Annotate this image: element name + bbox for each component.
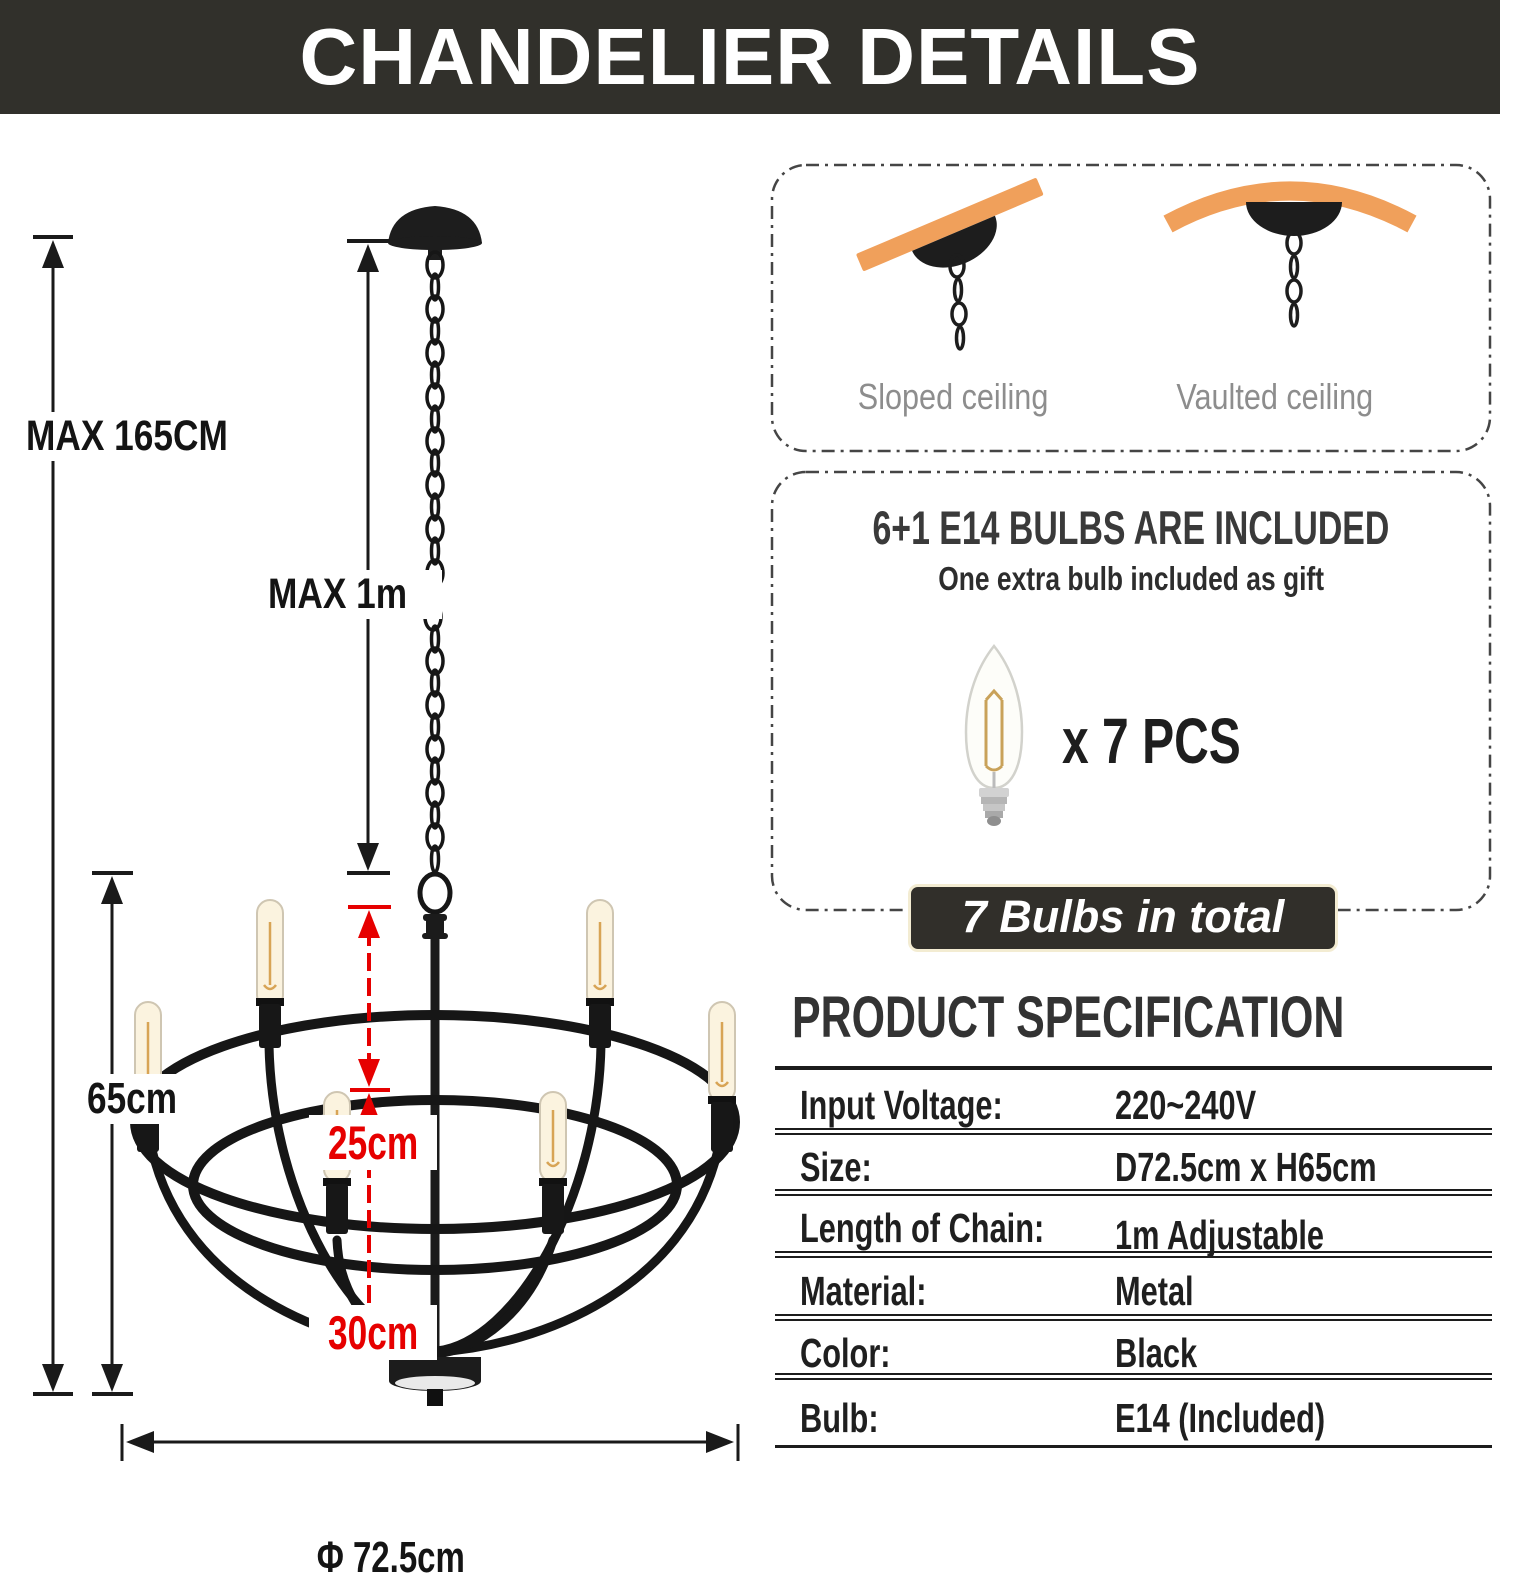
- spec-table-divider: [775, 1314, 1492, 1321]
- bottom-finial: [389, 1357, 481, 1406]
- total-bulbs-badge-text: 7 Bulbs in total: [961, 891, 1285, 942]
- spec-row-label: Bulb:: [800, 1395, 879, 1441]
- bulbs-box-title: 6+1 E14 BULBS ARE INCLUDED: [872, 501, 1390, 554]
- max-height-label: MAX 165CM: [22, 412, 276, 461]
- spec-table-bottom-rule: [775, 1445, 1492, 1448]
- e14-bulb-icon: [966, 646, 1022, 826]
- chain-length-label: MAX 1m: [264, 570, 442, 619]
- spec-row-value: Black: [1115, 1330, 1198, 1376]
- sloped-ceiling-label: Sloped ceiling: [857, 376, 1049, 417]
- spec-row-value: E14 (Included): [1115, 1395, 1326, 1441]
- spec-table-top-rule: [775, 1066, 1492, 1070]
- bulbs-box-subtitle: One extra bulb included as gift: [938, 560, 1324, 597]
- frame-dimension-label: 30cm: [309, 1305, 437, 1360]
- spec-table-divider: [775, 1128, 1492, 1135]
- bulb-quantity-label: x 7 PCS: [1062, 705, 1241, 777]
- stem-dimension-label: 25cm: [309, 1115, 437, 1170]
- spec-row-value: 1m Adjustable: [1115, 1212, 1325, 1258]
- body-height-label: 65cm: [83, 1074, 204, 1124]
- spec-row-label: Color:: [800, 1330, 891, 1376]
- spec-heading: PRODUCT SPECIFICATION: [792, 985, 1345, 1050]
- spec-row-value: 220~240V: [1115, 1082, 1257, 1128]
- vaulted-ceiling-icon: [1168, 191, 1412, 326]
- vaulted-ceiling-label: Vaulted ceiling: [1176, 376, 1374, 417]
- spec-row-label: Length of Chain:: [800, 1205, 1045, 1251]
- spec-row-label: Input Voltage:: [800, 1082, 1003, 1128]
- total-bulbs-badge: [908, 884, 1338, 952]
- spec-row-label: Material:: [800, 1268, 927, 1314]
- sloped-ceiling-icon: [856, 178, 1056, 349]
- spec-row-value: Metal: [1115, 1268, 1194, 1314]
- chandelier-dimension-diagram: [0, 115, 760, 1470]
- page-title: CHANDELIER DETAILS: [299, 12, 1201, 101]
- spec-row-value: D72.5cm x H65cm: [1115, 1144, 1377, 1190]
- spec-row-label: Size:: [800, 1144, 872, 1190]
- chain-loop: [420, 874, 450, 912]
- header-banner: [0, 0, 1500, 114]
- diameter-label: Φ 72.5cm: [288, 1533, 440, 1583]
- hanging-chain: [425, 252, 443, 872]
